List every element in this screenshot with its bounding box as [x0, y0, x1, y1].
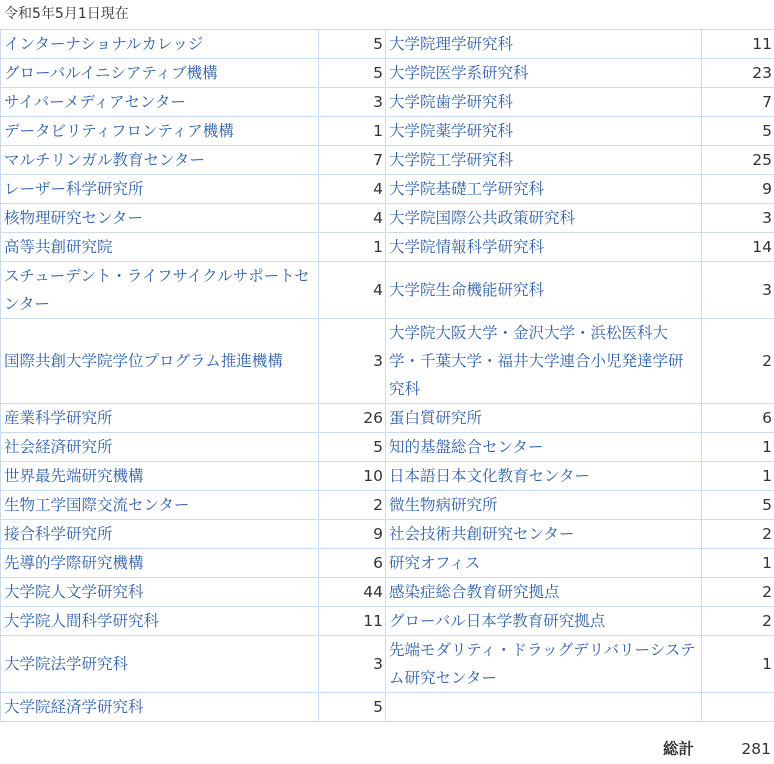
table-row [1, 693, 774, 722]
department-link[interactable]: 大学院医学系研究科 [386, 59, 702, 88]
department-link[interactable]: 核物理研究センター [1, 204, 319, 233]
table-row [1, 433, 774, 462]
staff-count: 5 [319, 693, 386, 722]
staff-count: 1 [702, 549, 774, 578]
table-row [1, 59, 774, 88]
staff-count: 11 [702, 30, 774, 59]
department-link[interactable]: 大学院基礎工学研究科 [386, 175, 702, 204]
table-row [1, 233, 774, 262]
table-row [1, 319, 774, 404]
staff-count: 2 [702, 319, 774, 404]
department-link[interactable]: レーザー科学研究所 [1, 175, 319, 204]
department-link[interactable]: 社会経済研究所 [1, 433, 319, 462]
department-link[interactable]: 大学院生命機能研究科 [386, 262, 702, 319]
table-row [1, 117, 774, 146]
department-link[interactable]: サイバーメディアセンター [1, 88, 319, 117]
department-link[interactable]: グローバルイニシアティブ機構 [1, 59, 319, 88]
department-link[interactable]: 世界最先端研究機構 [1, 462, 319, 491]
staff-count: 5 [702, 491, 774, 520]
staff-count: 4 [319, 262, 386, 319]
staff-count: 4 [319, 175, 386, 204]
staff-count: 6 [319, 549, 386, 578]
department-link[interactable]: 大学院人間科学研究科 [1, 607, 319, 636]
table-row [1, 462, 774, 491]
table-row [1, 146, 774, 175]
department-link[interactable]: マルチリンガル教育センター [1, 146, 319, 175]
staff-count: 2 [319, 491, 386, 520]
staff-count: 4 [319, 204, 386, 233]
total-label: 総計 [663, 740, 695, 758]
department-link[interactable]: 先端モダリティ・ドラッグデリバリーシステム研究センター [386, 636, 702, 693]
staff-count: 9 [702, 175, 774, 204]
total-value: 281 [741, 740, 771, 758]
staff-count: 3 [319, 636, 386, 693]
staff-count: 25 [702, 146, 774, 175]
table-row [1, 607, 774, 636]
staff-count: 5 [319, 59, 386, 88]
staff-count: 10 [319, 462, 386, 491]
staff-count: 14 [702, 233, 774, 262]
table-row [1, 549, 774, 578]
staff-count: 1 [702, 462, 774, 491]
staff-count: 1 [702, 433, 774, 462]
department-link[interactable]: 国際共創大学院学位プログラム推進機構 [1, 319, 319, 404]
total-row [0, 738, 774, 760]
department-link[interactable]: 日本語日本文化教育センター [386, 462, 702, 491]
department-link[interactable]: インターナショナルカレッジ [1, 30, 319, 59]
staff-count: 6 [702, 404, 774, 433]
department-link[interactable]: 大学院国際公共政策研究科 [386, 204, 702, 233]
staff-count: 44 [319, 578, 386, 607]
table-row [1, 578, 774, 607]
staff-count: 3 [319, 319, 386, 404]
staff-count: 26 [319, 404, 386, 433]
staff-count: 5 [319, 30, 386, 59]
staff-count: 7 [319, 146, 386, 175]
table-row [1, 30, 774, 59]
table-row [1, 88, 774, 117]
department-link[interactable]: データビリティフロンティア機構 [1, 117, 319, 146]
staff-count: 3 [702, 204, 774, 233]
department-link[interactable]: 大学院経済学研究科 [1, 693, 319, 722]
department-link[interactable]: 高等共創研究院 [1, 233, 319, 262]
table-row [1, 636, 774, 693]
staff-count: 11 [319, 607, 386, 636]
empty-cell [386, 693, 702, 722]
table-row [1, 520, 774, 549]
department-link[interactable]: 社会技術共創研究センター [386, 520, 702, 549]
staff-count: 2 [702, 607, 774, 636]
department-link[interactable]: 大学院理学研究科 [386, 30, 702, 59]
table-row [1, 491, 774, 520]
department-link[interactable]: 大学院人文学研究科 [1, 578, 319, 607]
staff-count: 3 [319, 88, 386, 117]
department-link[interactable]: スチューデント・ライフサイクルサポートセンター [1, 262, 319, 319]
staff-count-table [0, 29, 774, 722]
department-link[interactable]: 大学院薬学研究科 [386, 117, 702, 146]
department-link[interactable]: 大学院大阪大学・金沢大学・浜松医科大学・千葉大学・福井大学連合小児発達学研究科 [386, 319, 702, 404]
department-link[interactable]: グローバル日本学教育研究拠点 [386, 607, 702, 636]
staff-count: 1 [702, 636, 774, 693]
staff-count: 1 [319, 117, 386, 146]
department-link[interactable]: 大学院工学研究科 [386, 146, 702, 175]
table-row [1, 175, 774, 204]
staff-count: 23 [702, 59, 774, 88]
department-link[interactable]: 知的基盤総合センター [386, 433, 702, 462]
staff-count: 9 [319, 520, 386, 549]
department-link[interactable]: 大学院法学研究科 [1, 636, 319, 693]
table-row [1, 204, 774, 233]
as-of-date: 令和5年5月1日現在 [4, 6, 129, 22]
department-link[interactable]: 研究オフィス [386, 549, 702, 578]
department-link[interactable]: 生物工学国際交流センター [1, 491, 319, 520]
staff-count: 2 [702, 578, 774, 607]
empty-cell [702, 693, 774, 722]
staff-count: 5 [702, 117, 774, 146]
table-row [1, 262, 774, 319]
department-link[interactable]: 大学院歯学研究科 [386, 88, 702, 117]
staff-count: 7 [702, 88, 774, 117]
department-link[interactable]: 大学院情報科学研究科 [386, 233, 702, 262]
department-link[interactable]: 接合科学研究所 [1, 520, 319, 549]
department-link[interactable]: 先導的学際研究機構 [1, 549, 319, 578]
staff-count: 5 [319, 433, 386, 462]
department-link[interactable]: 感染症総合教育研究拠点 [386, 578, 702, 607]
department-link[interactable]: 微生物病研究所 [386, 491, 702, 520]
department-link[interactable]: 蛋白質研究所 [386, 404, 702, 433]
staff-count: 1 [319, 233, 386, 262]
table-row [1, 404, 774, 433]
staff-table-body [1, 30, 774, 722]
staff-count: 3 [702, 262, 774, 319]
staff-count: 2 [702, 520, 774, 549]
department-link[interactable]: 産業科学研究所 [1, 404, 319, 433]
